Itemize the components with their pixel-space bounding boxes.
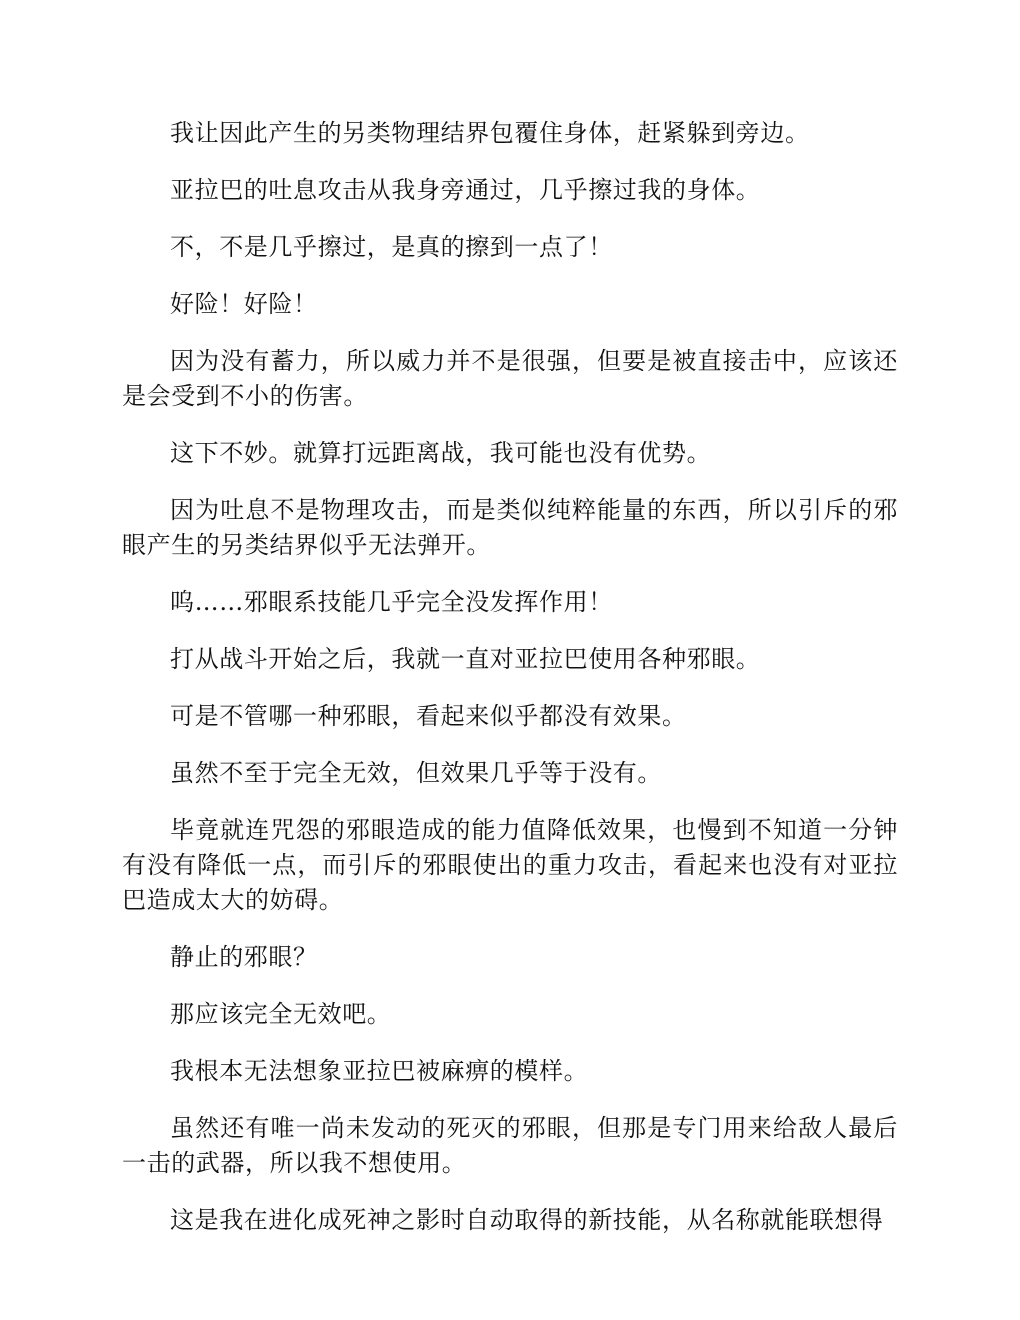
paragraph: 亚拉巴的吐息攻击从我身旁通过，几乎擦过我的身体。 [170,176,761,204]
paragraph: 这下不妙。就算打远距离战，我可能也没有优势。 [170,439,712,467]
paragraph: 打从战斗开始之后，我就一直对亚拉巴使用各种邪眼。 [170,645,761,673]
paragraph: 那应该完全无效吧。 [170,1000,392,1028]
paragraph: 我根本无法想象亚拉巴被麻痹的模样。 [170,1057,589,1085]
paragraph: 我让因此产生的另类物理结界包覆住身体，赶紧躲到旁边。 [170,119,810,147]
document-page [122,116,898,1260]
paragraph: 可是不管哪一种邪眼，看起来似乎都没有效果。 [170,702,687,730]
paragraph: 不，不是几乎擦过，是真的擦到一点了！ [170,233,613,261]
paragraph: 虽然还有唯一尚未发动的死灭的邪眼，但那是专门用来给敌人最后一击的武器，所以我不想使用。 [122,1114,898,1177]
paragraph: 因为没有蓄力，所以威力并不是很强，但要是被直接击中，应该还是会受到不小的伤害。 [122,347,898,410]
paragraph: 好险！好险！ [170,290,318,318]
paragraph: 虽然不至于完全无效，但效果几乎等于没有。 [170,759,662,787]
paragraph: 毕竟就连咒怨的邪眼造成的能力值降低效果，也慢到不知道一分钟有没有降低一点，而引斥的邪眼使出的重力攻击，看起来也没有对亚拉巴造成太大的妨碍。 [122,816,898,914]
paragraph: 因为吐息不是物理攻击，而是类似纯粹能量的东西，所以引斥的邪眼产生的另类结界似乎无法弹开。 [122,496,898,559]
paragraph: 静止的邪眼？ [170,943,318,971]
paragraph: 这是我在进化成死神之影时自动取得的新技能，从名称就能联想得 [170,1206,884,1234]
paragraph: 呜……邪眼系技能几乎完全没发挥作用！ [170,588,613,616]
